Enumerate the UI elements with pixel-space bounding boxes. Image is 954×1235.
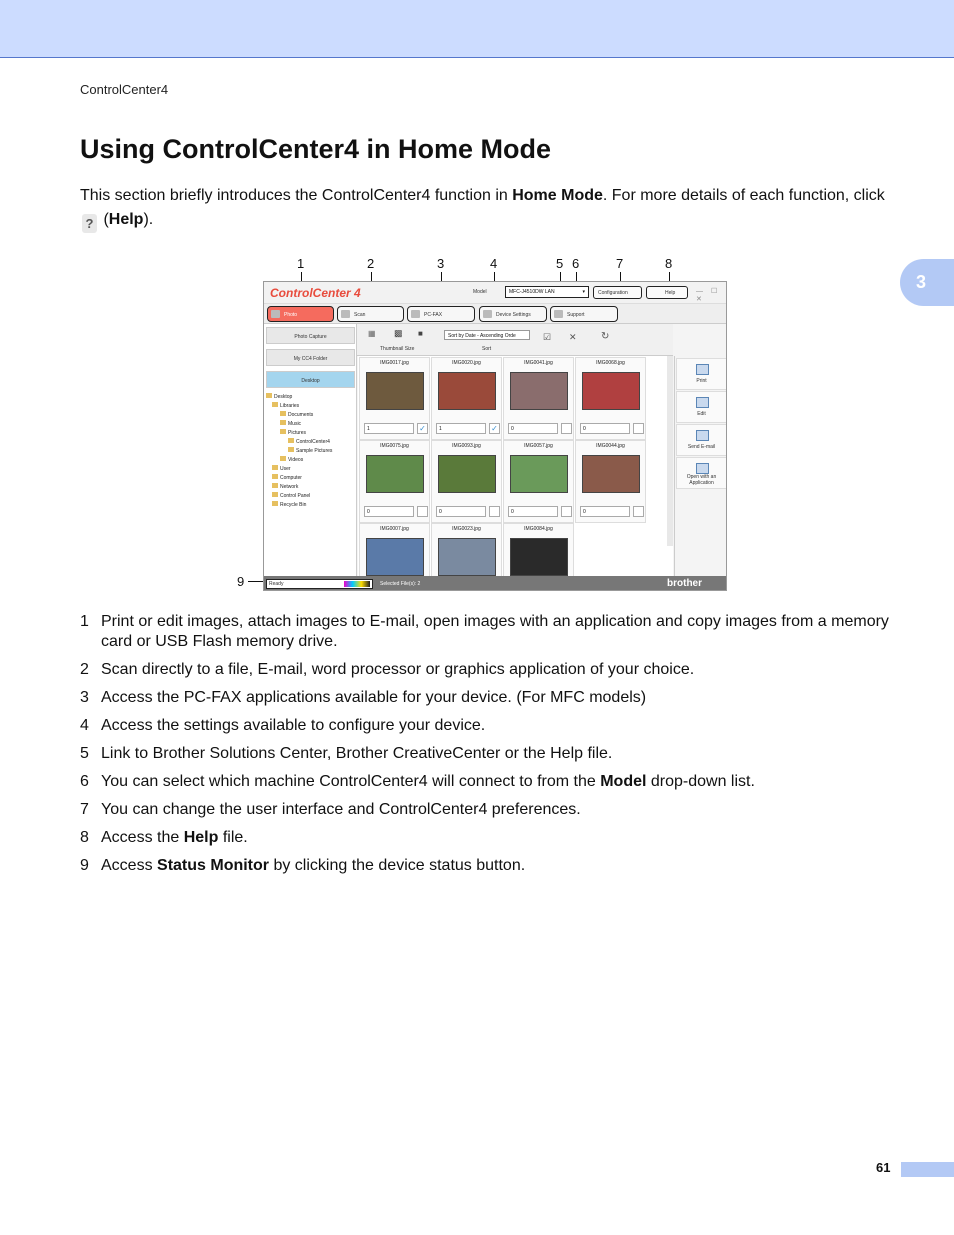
tree-item[interactable]: Libraries bbox=[266, 402, 332, 411]
list-item: 4 Access the settings available to configure your device. bbox=[80, 717, 486, 734]
large-thumb-icon[interactable]: ■ bbox=[418, 329, 423, 338]
copies-input[interactable]: 0 bbox=[436, 506, 486, 517]
tree-item[interactable]: ControlCenter4 bbox=[266, 438, 332, 447]
callout-1: 1 bbox=[297, 256, 305, 271]
page-number: 61 bbox=[876, 1160, 891, 1175]
callout-9: 9 bbox=[237, 574, 245, 589]
callout-2: 2 bbox=[367, 256, 375, 271]
callout-5: 5 bbox=[556, 256, 564, 271]
fax-icon bbox=[411, 310, 420, 318]
tab-photo[interactable]: Photo bbox=[267, 306, 334, 322]
small-grid-icon[interactable]: ▦ bbox=[368, 329, 376, 338]
photo-thumbnail[interactable] bbox=[438, 372, 496, 410]
thumbnail-cell[interactable]: IMG0007.jpg bbox=[359, 523, 430, 576]
action-panel bbox=[674, 356, 727, 576]
tree-item[interactable]: User bbox=[266, 465, 332, 474]
send-email-button[interactable]: Send E-mail bbox=[676, 424, 727, 456]
checkbox[interactable] bbox=[561, 423, 572, 434]
section-title: Using ControlCenter4 in Home Mode bbox=[80, 134, 552, 164]
thumbnail-cell[interactable]: IMG0084.jpg bbox=[503, 523, 574, 576]
callout-6: 6 bbox=[572, 256, 580, 271]
help-button[interactable]: Help bbox=[646, 286, 688, 299]
list-item: 7 You can change the user interface and ControlCenter4 preferences. bbox=[80, 801, 581, 818]
tree-item[interactable]: Sample Pictures bbox=[266, 447, 332, 456]
configuration-button[interactable]: Configuration bbox=[593, 286, 642, 299]
folder-icon bbox=[288, 447, 294, 452]
folder-icon bbox=[280, 420, 286, 425]
tools-icon bbox=[483, 310, 492, 318]
list-item: 8 Access the Help file. bbox=[80, 829, 248, 846]
sidebar bbox=[264, 324, 357, 576]
folder-icon bbox=[266, 393, 272, 398]
photo-thumbnail[interactable] bbox=[582, 455, 640, 493]
copies-input[interactable]: 0 bbox=[580, 423, 630, 434]
photo-thumbnail[interactable] bbox=[438, 455, 496, 493]
thumbnail-cell[interactable]: IMG0068.jpg 0 bbox=[575, 357, 646, 440]
tree-item[interactable]: Pictures bbox=[266, 429, 332, 438]
running-title: ControlCenter4 bbox=[80, 82, 169, 97]
folder-icon bbox=[272, 492, 278, 497]
list-item: 3 Access the PC-FAX applications available for your device. (For MFC models) bbox=[80, 689, 647, 706]
folder-icon bbox=[272, 483, 278, 488]
folder-tree bbox=[266, 393, 332, 510]
open-with-application-button[interactable]: Open with an Application bbox=[676, 457, 727, 489]
checkbox[interactable] bbox=[633, 423, 644, 434]
photo-thumbnail[interactable] bbox=[510, 538, 568, 576]
controlcenter4-screenshot bbox=[263, 281, 727, 591]
list-item: 1 Print or edit images, attach images to E-mail, open images with an application and copy images from a memory card or USB Flash memory drive. bbox=[80, 613, 889, 650]
checkbox[interactable]: ✓ bbox=[489, 423, 500, 434]
tree-item[interactable]: Music bbox=[266, 420, 332, 429]
status-bar bbox=[264, 576, 727, 591]
application-icon bbox=[696, 463, 709, 474]
thumbnail-cell[interactable]: IMG0041.jpg 0 bbox=[503, 357, 574, 440]
callout-7: 7 bbox=[616, 256, 624, 271]
folder-icon bbox=[272, 465, 278, 470]
scanner-icon bbox=[341, 310, 350, 318]
sort-dropdown[interactable]: Sort by Date - Ascending Orde bbox=[444, 330, 530, 340]
tab-device-settings[interactable]: Device Settings bbox=[479, 306, 547, 322]
tab-pc-fax[interactable]: PC-FAX bbox=[407, 306, 475, 322]
copies-input[interactable]: 0 bbox=[364, 506, 414, 517]
callout-4: 4 bbox=[490, 256, 498, 271]
folder-icon bbox=[280, 411, 286, 416]
header-band bbox=[0, 0, 954, 58]
copies-input[interactable]: 0 bbox=[508, 506, 558, 517]
device-status-button[interactable]: Ready bbox=[266, 579, 373, 589]
list-item: 5 Link to Brother Solutions Center, Brother CreativeCenter or the Help file. bbox=[80, 745, 613, 762]
tree-item[interactable]: Desktop bbox=[266, 393, 332, 402]
function-tabs bbox=[264, 304, 727, 324]
intro-paragraph: This section briefly introduces the ControlCenter4 function in Home Mode. For more details of each function, click ? (Help). bbox=[80, 187, 885, 231]
model-label: Model bbox=[473, 289, 487, 295]
my-cc4-folder-button[interactable]: My CC4 Folder bbox=[266, 349, 355, 366]
tree-item[interactable]: Network bbox=[266, 483, 332, 492]
tree-item[interactable]: Recycle Bin bbox=[266, 501, 332, 510]
thumbnail-cell[interactable]: IMG0017.jpg 1 ✓ bbox=[359, 357, 430, 440]
sort-label: Sort bbox=[482, 346, 492, 352]
list-item: 2 Scan directly to a file, E-mail, word processor or graphics application of your choice. bbox=[80, 661, 695, 678]
checkbox[interactable] bbox=[633, 506, 644, 517]
thumbnail-grid bbox=[358, 356, 673, 576]
photo-thumbnail[interactable] bbox=[582, 372, 640, 410]
callout-descriptions bbox=[80, 612, 900, 884]
thumbnail-cell[interactable]: IMG0023.jpg bbox=[431, 523, 502, 576]
folder-icon bbox=[280, 456, 286, 461]
medium-grid-icon[interactable]: ▩ bbox=[394, 328, 403, 338]
photo-thumbnail[interactable] bbox=[438, 538, 496, 576]
thumbnail-cell[interactable]: IMG0020.jpg 1 ✓ bbox=[431, 357, 502, 440]
printer-icon bbox=[696, 364, 709, 375]
footer-band bbox=[901, 1162, 954, 1177]
copies-input[interactable]: 1 bbox=[364, 423, 414, 434]
checkbox[interactable] bbox=[561, 506, 572, 517]
list-item: 9 Access Status Monitor by clicking the device status button. bbox=[80, 857, 526, 874]
folder-icon bbox=[272, 474, 278, 479]
selected-files-count: Selected File(s): 2 bbox=[380, 581, 421, 587]
checkbox[interactable] bbox=[489, 506, 500, 517]
folder-icon bbox=[288, 438, 294, 443]
help-icon: ? bbox=[82, 214, 97, 233]
edit-button[interactable]: Edit bbox=[676, 391, 727, 423]
photo-thumbnail[interactable] bbox=[366, 538, 424, 576]
refresh-icon[interactable]: ↻ bbox=[601, 331, 610, 342]
copies-input[interactable]: 0 bbox=[580, 506, 630, 517]
desktop-button[interactable]: Desktop bbox=[266, 371, 355, 388]
thumbnail-cell[interactable]: IMG0057.jpg 0 bbox=[503, 440, 574, 523]
model-dropdown[interactable]: MFC-J4510DW LAN ▾ bbox=[505, 286, 589, 298]
edit-image-icon bbox=[696, 397, 709, 408]
checkbox[interactable] bbox=[417, 506, 428, 517]
tab-support[interactable]: Support bbox=[550, 306, 618, 322]
brother-logo: brother bbox=[667, 578, 702, 589]
title-bar bbox=[264, 282, 727, 304]
photo-capture-button[interactable]: Photo Capture bbox=[266, 327, 355, 344]
checkbox[interactable]: ✓ bbox=[417, 423, 428, 434]
tree-item[interactable]: Documents bbox=[266, 411, 332, 420]
photo-thumbnail[interactable] bbox=[510, 455, 568, 493]
tree-item[interactable]: Control Panel bbox=[266, 492, 332, 501]
thumbnail-cell[interactable]: IMG0075.jpg 0 bbox=[359, 440, 430, 523]
callout-3: 3 bbox=[437, 256, 445, 271]
chapter-tab: 3 bbox=[900, 259, 954, 306]
chevron-down-icon: ▾ bbox=[582, 289, 585, 295]
thumbnail-toolbar bbox=[357, 324, 673, 356]
folder-icon bbox=[272, 501, 278, 506]
tab-scan[interactable]: Scan bbox=[337, 306, 404, 322]
window-controls[interactable]: — ☐ ✕ bbox=[696, 288, 721, 303]
app-logo: ControlCenter 4 bbox=[270, 286, 361, 300]
photo-icon bbox=[271, 310, 280, 318]
select-all-icon[interactable]: ☑ bbox=[543, 332, 552, 342]
support-icon bbox=[554, 310, 563, 318]
copies-input[interactable]: 1 bbox=[436, 423, 486, 434]
ink-level-icon bbox=[344, 581, 370, 587]
thumbnail-size-label: Thumbnail Size bbox=[380, 346, 415, 352]
photo-thumbnail[interactable] bbox=[366, 455, 424, 493]
scrollbar[interactable] bbox=[667, 356, 673, 546]
clear-selection-icon[interactable]: ✕ bbox=[569, 332, 577, 342]
tree-item[interactable]: Videos bbox=[266, 456, 332, 465]
callout-8: 8 bbox=[665, 256, 673, 271]
thumbnail-cell[interactable]: IMG0044.jpg 0 bbox=[575, 440, 646, 523]
photo-thumbnail[interactable] bbox=[366, 372, 424, 410]
print-button[interactable]: Print bbox=[676, 358, 727, 390]
photo-thumbnail[interactable] bbox=[510, 372, 568, 410]
copies-input[interactable]: 0 bbox=[508, 423, 558, 434]
envelope-icon bbox=[696, 430, 709, 441]
tree-item[interactable]: Computer bbox=[266, 474, 332, 483]
list-item: 6 You can select which machine ControlCenter4 will connect to from the Model drop-down list. bbox=[80, 773, 755, 790]
folder-icon bbox=[280, 429, 286, 434]
thumbnail-cell[interactable]: IMG0093.jpg 0 bbox=[431, 440, 502, 523]
folder-icon bbox=[272, 402, 278, 407]
